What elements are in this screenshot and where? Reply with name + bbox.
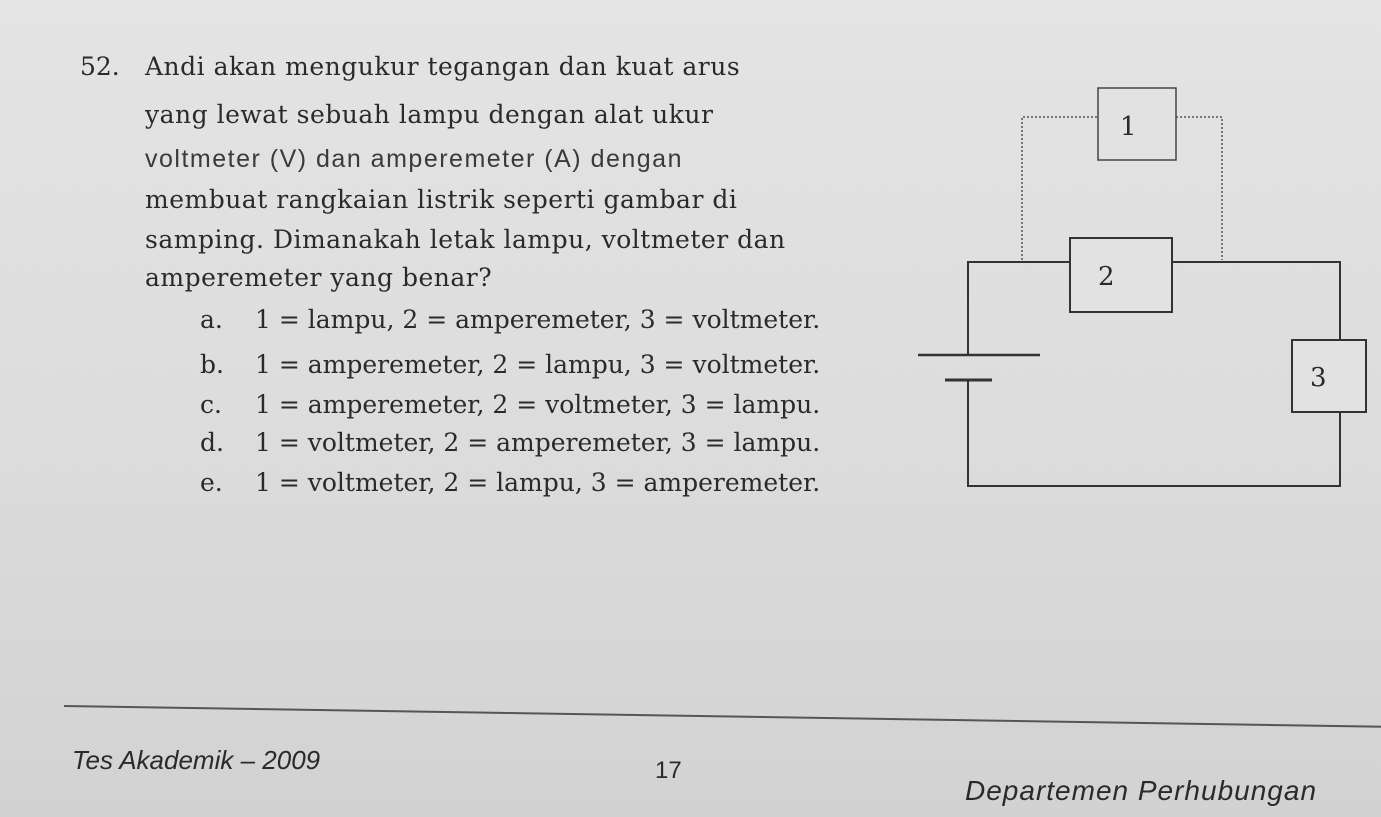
component-box-2 [1070, 238, 1172, 312]
option-text: 1 = amperemeter, 2 = voltmeter, 3 = lampu. [255, 390, 821, 419]
battery-icon [918, 355, 1040, 380]
option-text: 1 = voltmeter, 2 = lampu, 3 = amperemeter. [255, 468, 821, 497]
question-line-4: membuat rangkaian listrik seperti gambar di [145, 185, 738, 214]
option-text: 1 = amperemeter, 2 = lampu, 3 = voltmeter. [255, 350, 821, 379]
option-letter: e. [200, 468, 223, 497]
component-box-1 [1098, 88, 1176, 160]
option-letter: b. [200, 350, 224, 379]
question-line-6: amperemeter yang benar? [145, 263, 493, 292]
question-number: 52. [80, 52, 120, 81]
question-line-5: samping. Dimanakah letak lampu, voltmeter dan [145, 225, 786, 254]
question-line-3: voltmeter (V) dan amperemeter (A) dengan [145, 145, 683, 173]
footer-right: Departemen Perhubungan [965, 775, 1318, 806]
option-letter: a. [200, 305, 223, 334]
option-text: 1 = voltmeter, 2 = amperemeter, 3 = lampu. [255, 428, 821, 457]
footer-left: Tes Akademik – 2009 [72, 745, 321, 775]
question-line-2: yang lewat sebuah lampu dengan alat ukur [145, 100, 714, 129]
box-2-label: 2 [1098, 262, 1115, 292]
question-line-1: Andi akan mengukur tegangan dan kuat arus [145, 52, 741, 81]
page-number: 17 [655, 757, 682, 784]
box-3-label: 3 [1310, 363, 1327, 393]
option-text: 1 = lampu, 2 = amperemeter, 3 = voltmeter. [255, 305, 821, 334]
option-letter: d. [200, 428, 224, 457]
box-1-label: 1 [1120, 112, 1137, 142]
component-box-3 [1292, 340, 1366, 412]
option-letter: c. [200, 390, 222, 419]
